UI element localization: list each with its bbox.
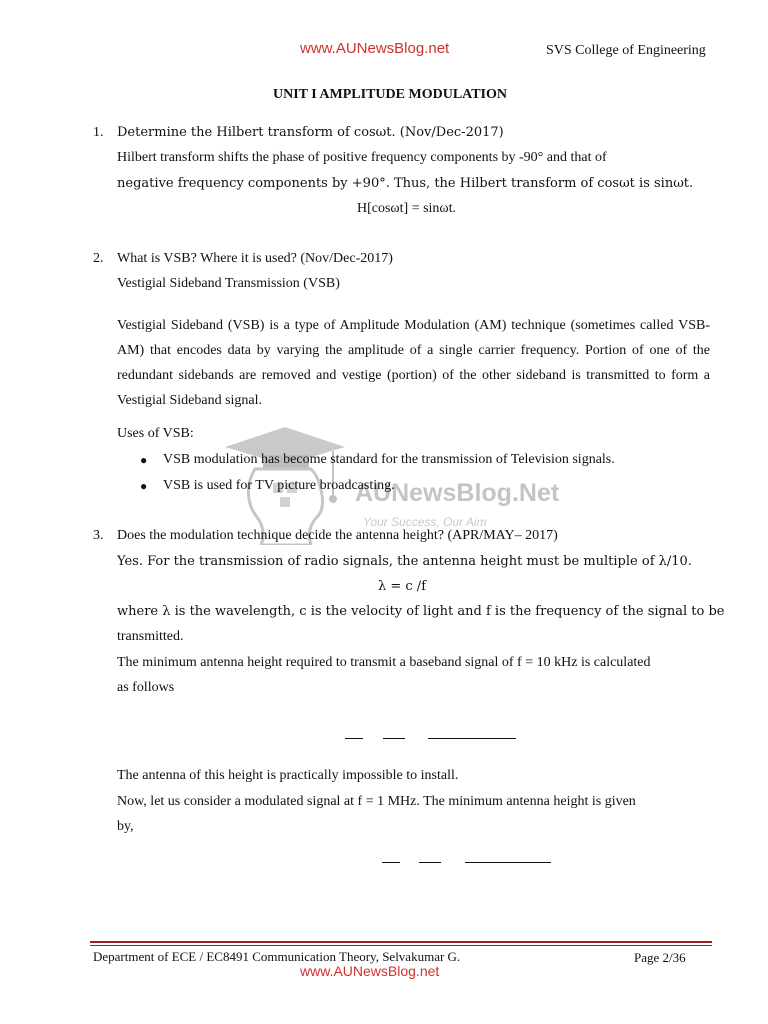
q1-line1: Hilbert transform shifts the phase of positive frequency components by -90° and that of	[117, 150, 607, 165]
q1-line2: negative frequency components by +90°. Thus, the Hilbert transform of cosωt is sinωt.	[117, 176, 694, 191]
q3-line1: Yes. For the transmission of radio signals, the antenna height must be multiple of λ/10.	[117, 554, 692, 569]
header-college-name: SVS College of Engineering	[546, 43, 706, 58]
formula-blank	[345, 738, 363, 739]
formula-blank	[419, 862, 441, 863]
q3-formula: λ = c /f	[378, 579, 427, 594]
q3-line6: The antenna of this height is practically impossible to install.	[117, 768, 459, 783]
page-title: UNIT I AMPLITUDE MODULATION	[273, 87, 508, 102]
q3-line8: by,	[117, 819, 134, 834]
q3-line7: Now, let us consider a modulated signal at f = 1 MHz. The minimum antenna height is given	[117, 794, 636, 809]
q2-uses-heading: Uses of VSB:	[117, 426, 194, 441]
footer-page-number: Page 2/36	[634, 950, 686, 965]
q2-number: 2.	[93, 251, 104, 266]
q2-use-item: VSB is used for TV picture broadcasting.	[163, 478, 395, 493]
q3-line3: transmitted.	[117, 629, 184, 644]
bullet-icon: ●	[140, 479, 148, 493]
formula-blank	[428, 738, 516, 739]
q3-line2: where λ is the wavelength, c is the velocity of light and f is the frequency of the signal to be	[117, 604, 725, 619]
footer-rule	[90, 941, 712, 943]
watermark-tagline: Your Success, Our Aim	[363, 515, 487, 529]
watermark-brand: AUNewsBlog.Net	[355, 479, 560, 507]
q1-question: Determine the Hilbert transform of cosωt. (Nov/Dec-2017)	[117, 125, 504, 140]
q3-line4: The minimum antenna height required to transmit a baseband signal of f = 10 kHz is calculated	[117, 655, 651, 670]
footer-site-url[interactable]: www.AUNewsBlog.net	[300, 963, 440, 979]
q2-paragraph: Vestigial Sideband (VSB) is a type of Amplitude Modulation (AM) technique (sometimes called VSB-AM) that encodes data by varying the amplitude of a single carrier frequency. Portion of one of the redundant sidebands are removed and vestige (portion) of the other sideband is transmitted to form a Vestigial Sideband signal.	[117, 318, 710, 408]
bullet-icon: ●	[140, 453, 148, 467]
header-site-url[interactable]: www.AUNewsBlog.net	[300, 40, 450, 57]
formula-blank	[383, 738, 405, 739]
q2-subtitle: Vestigial Sideband Transmission (VSB)	[117, 276, 340, 291]
q2-use-item: VSB modulation has become standard for the transmission of Television signals.	[163, 452, 615, 467]
formula-blank	[465, 862, 551, 863]
q2-question: What is VSB? Where it is used? (Nov/Dec-2017)	[117, 251, 393, 266]
q3-line5: as follows	[117, 680, 175, 695]
q1-formula: H[cosωt] = sinωt.	[357, 201, 457, 216]
q3-question: Does the modulation technique decide the antenna height? (APR/MAY– 2017)	[117, 528, 558, 543]
q1-number: 1.	[93, 125, 104, 140]
q3-number: 3.	[93, 528, 104, 543]
formula-blank	[382, 862, 400, 863]
footer-department: Department of ECE / EC8491 Communication Theory, Selvakumar G.	[93, 949, 461, 964]
footer-rule	[90, 945, 712, 946]
